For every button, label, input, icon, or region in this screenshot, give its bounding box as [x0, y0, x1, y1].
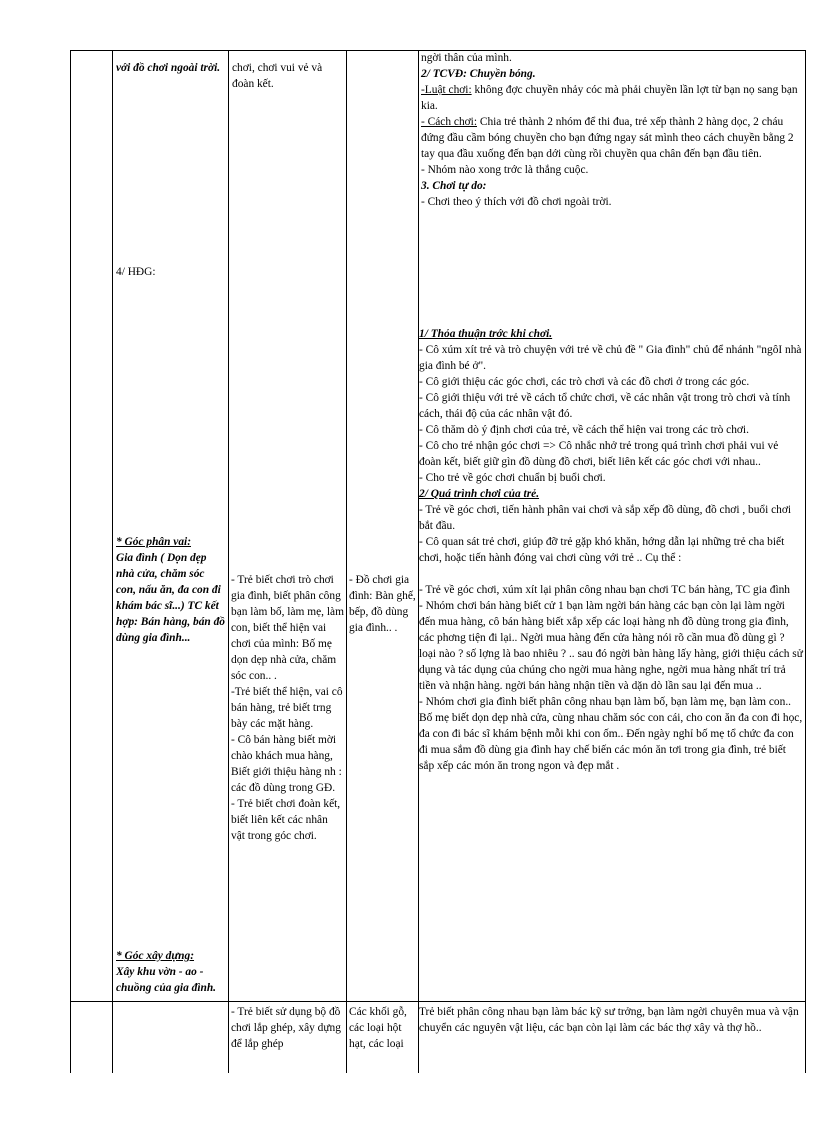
- col-divider-3: [346, 50, 347, 1073]
- tcvd-title: 2/ TCVĐ: Chuyền bóng.: [421, 68, 536, 80]
- how-text: Chia trẻ thành 2 nhóm để thi đua, trẻ xếp thành 2 hàng dọc, 2 cháu đứng đầu cầm bóng chuyền cho bạn đứng ngay sát mình theo cách chuyền bằng 2 tay qua đầu xuống đến bạn dới cùng rồi chuyền qua chân đến bạn đầu tiên.: [421, 116, 794, 160]
- building-heading: * Góc xây dựng:: [116, 950, 195, 962]
- goal-line: - Trẻ biết chơi trò chơi gia đình, biết phân công bạn làm bố, làm mẹ, làm con, biết thể hiện vai chơi của mình: Bố mẹ dọn dẹp nhà cửa, chăm sóc con.. .: [231, 574, 344, 682]
- col-divider-1: [112, 50, 113, 1073]
- agree-line: - Cho trẻ về góc chơi chuẩn bị buổi chơi.: [419, 472, 606, 484]
- hdg-label: 4/ HĐG:: [116, 266, 156, 278]
- agree-line: - Cô giới thiệu với trẻ về cách tổ chức chơi, về các nhân vật trong trò chơi và tính cách, thái độ của các nhân vật đó.: [419, 392, 791, 420]
- agree-title: 1/ Thỏa thuận trớc khi chơi.: [419, 328, 553, 340]
- building-goal: - Trẻ biết sử dụng bộ đồ chơi lắp ghép, xây dựng để lắp ghép: [231, 1006, 341, 1050]
- role-play-goals: [231, 572, 344, 844]
- detail-line: - Nhóm chơi bán hàng biết cử 1 bạn làm ngời bán hàng các bạn còn lại làm ngời đến mua hàng, cô bán hàng biết xắp xếp các loại hàng nh đồ dùng trong gia đình, các phơng tiện đi lại.. Ngời mua hàng đến cửa hàng nói rõ cần mua đồ dùng gì ? loại nào ? số lợng là bao nhiêu ? .. sau đó ngời bàn hàng lấy hàng, giới thiệu cách sử dụng và tác dụng của chúng cho ngời mua hàng nghe, ngời mua hàng nhất trí trả tiền và nhận hàng. ngời bán hàng nhận tiền và dặn dò lần sau lại đến mua ..: [419, 600, 803, 692]
- process-line: - Cô quan sát trẻ chơi, giúp đỡ trẻ gặp khó khăn, hớng dẫn lại những trẻ cha biết chơi, hoặc tiến hành đóng vai chơi cùng với trẻ .. Cụ thể :: [419, 536, 785, 564]
- free-play-text: - Chơi theo ý thích với đồ chơi ngoài trời.: [421, 196, 612, 208]
- winner-text: - Nhóm nào xong trớc là thắng cuộc.: [421, 164, 589, 176]
- col-divider-2: [228, 50, 229, 1073]
- goal-line: - Trẻ biết chơi đoàn kết, biết liên kết các nhân vật trong góc chơi.: [231, 798, 341, 842]
- row1-label: với đồ chơi ngoài trời.: [116, 62, 221, 74]
- role-play-materials: - Đồ chơi gia đình: Bàn ghế, bếp, đồ dùng gia đình.. .: [349, 574, 416, 634]
- agree-line: - Cô xúm xít trẻ và trò chuyện với trẻ về chủ đề " Gia đình" chủ để nhánh "ngôI nhà gia đình bé ở".: [419, 344, 802, 372]
- detail-line: - Nhóm chơi gia đình biết phân công nhau bạn làm bố, bạn làm mẹ, bạn làm con.. Bố mẹ biết dọn dẹp nhà cửa, cùng nhau chăm sóc con cái, cho con ăn đa con đi học, đa con đi bác sĩ khám bệnh mỗi khi con ốm.. Đến ngày nghỉ bố mẹ tổ chức đa con đi mua sắm đồ dùng gia đình hay chế biến các món ăn tơi trong gia đình, trẻ biết sắp xếp các món ăn trong ngon và đẹp mắt .: [419, 696, 803, 772]
- how-label: - Cách chơi:: [421, 116, 477, 128]
- rule-label: -Luật chơi:: [421, 84, 472, 96]
- activity-line: ngời thân của mình.: [421, 52, 512, 64]
- agree-line: - Cô giới thiệu các góc chơi, các trò chơi và các đồ chơi ở trong các góc.: [419, 376, 750, 388]
- process-title: 2/ Quá trình chơi của trẻ.: [419, 488, 540, 500]
- agree-line: - Cô cho trẻ nhận góc chơi => Cô nhắc nhở trẻ trong quá trình chơi phải vui vẻ đoàn kết, biết giữ gìn đồ dùng đồ chơi, biết liên kết các góc chơi với nhau..: [419, 440, 779, 468]
- role-play-subtitle: Gia đình ( Dọn dẹp nhà cửa, chăm sóc con, nấu ăn, đa con đi khám bác sĩ...) TC kết hợp: Bán hàng, bán đồ dùng gia đình...: [116, 552, 225, 644]
- agree-line: - Cô thăm dò ý định chơi của trẻ, về cách thể hiện vai trong các trò chơi.: [419, 424, 749, 436]
- rule-text: không đợc chuyền nhảy cóc mà phải chuyền lần lợt từ bạn nọ sang bạn kia.: [421, 84, 798, 112]
- detail-line: - Trẻ về góc chơi, xúm xít lại phân công nhau bạn chơi TC bán hàng, TC gia đình: [419, 584, 791, 596]
- table-right-border: [805, 50, 806, 1073]
- goal-line: -Trẻ biết thể hiện, vai cô bán hàng, trẻ biết trng bày các mặt hàng.: [231, 686, 343, 730]
- building-materials: Các khối gỗ, các loại hột hạt, các loại: [349, 1006, 407, 1050]
- corner-play-activities: [419, 326, 803, 774]
- outdoor-activities: [421, 50, 803, 210]
- building-activity: Trẻ biết phân công nhau bạn làm bác kỹ sư trởng, bạn làm ngời chuyên mua và vận chuyển các nguyên vật liệu, các bạn còn lại làm các bác thợ xây và thợ hồ..: [419, 1006, 799, 1034]
- process-line: - Trẻ về góc chơi, tiến hành phân vai chơi và sắp xếp đồ dùng, đồ chơi , buổi chơi bắt đầu.: [419, 504, 792, 532]
- building-subtitle: Xây khu vờn - ao - chuồng của gia đình.: [116, 966, 217, 994]
- table-left-border: [70, 50, 71, 1073]
- row1-goal: chơi, chơi vui vẻ và đoàn kết.: [232, 62, 323, 90]
- rule-paragraph: [421, 82, 803, 114]
- free-play-title: 3. Chơi tự do:: [421, 180, 487, 192]
- role-play-corner: [116, 534, 226, 646]
- role-play-heading: * Góc phân vai:: [116, 536, 191, 548]
- row-divider: [70, 1001, 805, 1002]
- goal-line: - Cô bán hàng biết mời chào khách mua hàng, Biết giới thiệu hàng nh : các đồ dùng trong GĐ.: [231, 734, 342, 794]
- spacer: [419, 566, 803, 582]
- building-corner: [116, 948, 226, 996]
- how-paragraph: [421, 114, 803, 162]
